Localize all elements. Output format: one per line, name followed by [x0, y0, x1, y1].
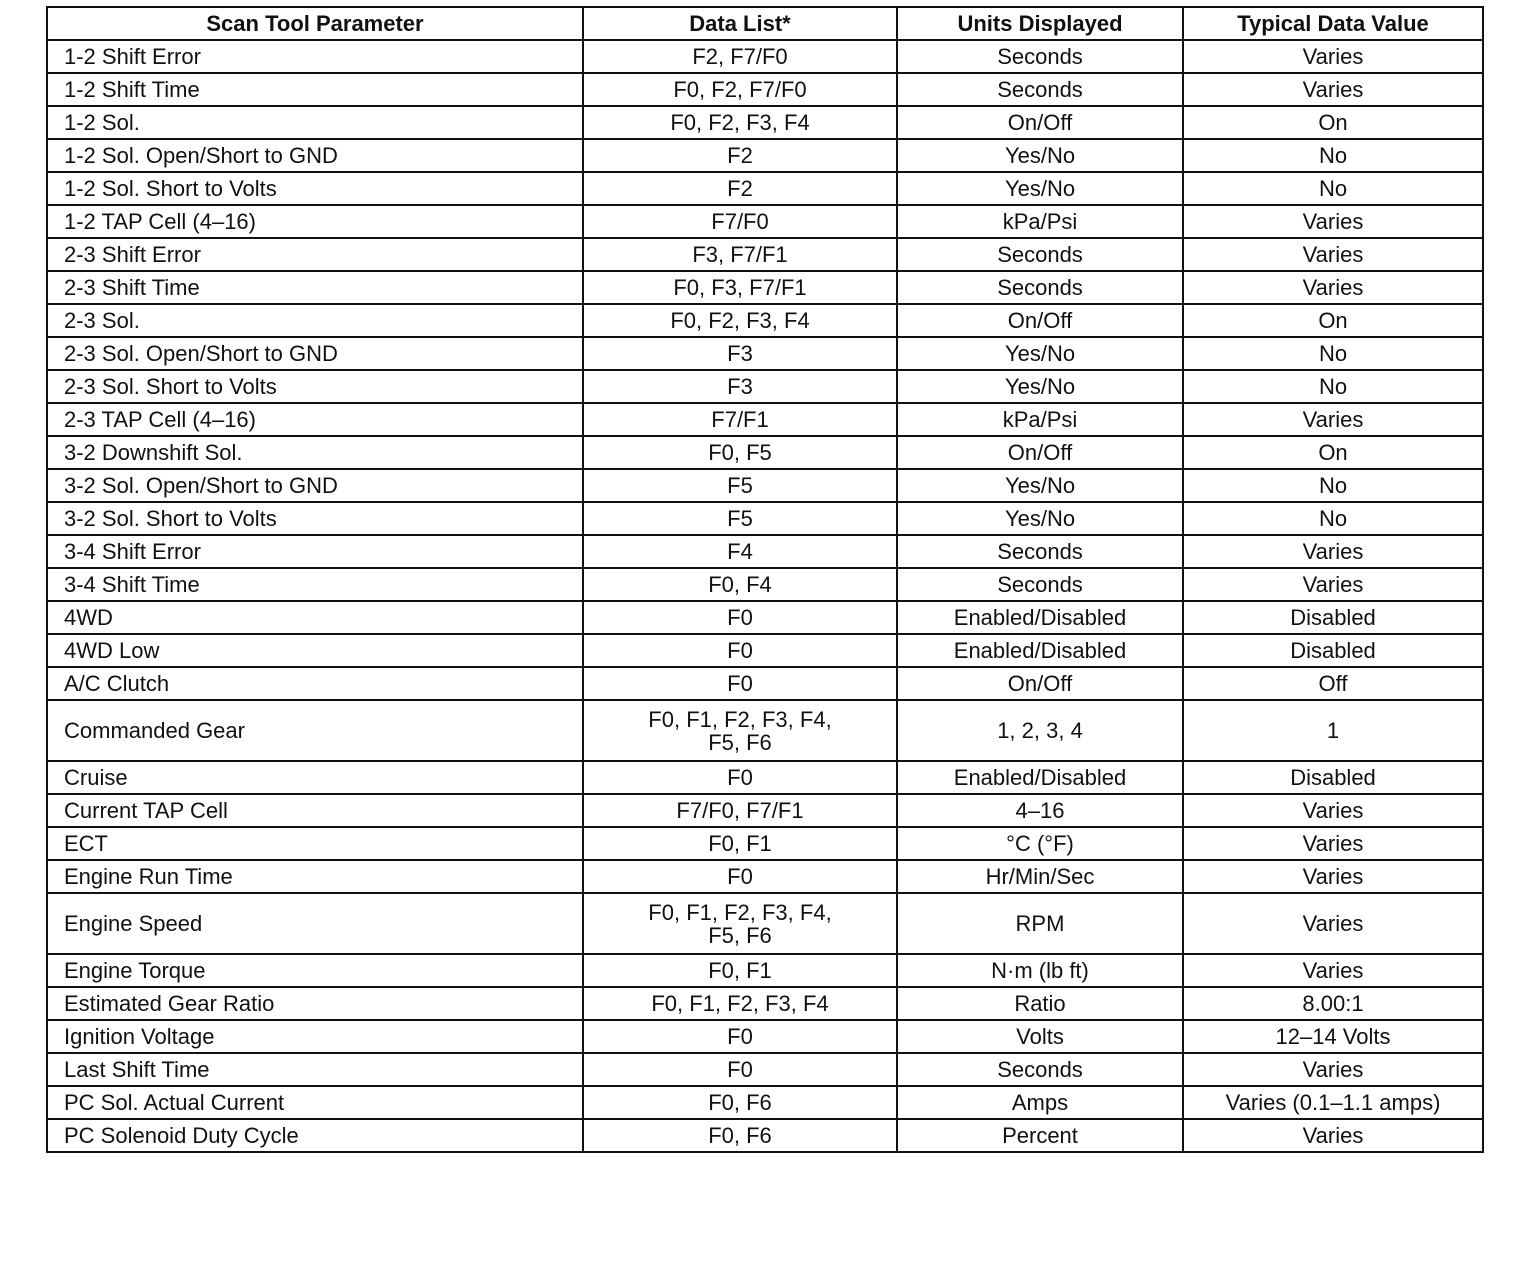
typical-value-cell: 8.00:1 [1183, 987, 1483, 1020]
parameter-cell: Commanded Gear [47, 700, 583, 761]
typical-value-cell: No [1183, 172, 1483, 205]
data-list-cell [583, 1020, 897, 1053]
typical-value-cell: 1 [1183, 700, 1483, 761]
data-list-line: F0, F1, F2, F3, F4 [651, 991, 829, 1016]
data-list-cell [583, 502, 897, 535]
data-list-cell [583, 827, 897, 860]
units-cell: Seconds [897, 271, 1183, 304]
units-cell: Seconds [897, 238, 1183, 271]
data-list-cell [583, 238, 897, 271]
header-scan-tool-parameter: Scan Tool Parameter [47, 7, 583, 40]
units-cell: Hr/Min/Sec [897, 860, 1183, 893]
data-list-line: F0, F1, F2, F3, F4, [648, 706, 832, 732]
data-list-line: F7/F0, F7/F1 [676, 798, 804, 823]
typical-value-cell: No [1183, 502, 1483, 535]
table-row [47, 436, 1483, 469]
units-cell: Yes/No [897, 469, 1183, 502]
typical-value-cell: No [1183, 469, 1483, 502]
data-list-cell [583, 40, 897, 73]
parameter-cell: 1-2 Sol. Open/Short to GND [47, 139, 583, 172]
units-cell: Yes/No [897, 370, 1183, 403]
header-typical-data-value: Typical Data Value [1183, 7, 1483, 40]
data-list-line: F0, F1 [708, 958, 772, 983]
units-cell: Enabled/Disabled [897, 634, 1183, 667]
table-row [47, 271, 1483, 304]
typical-value-cell: Off [1183, 667, 1483, 700]
parameter-cell: 1-2 Shift Time [47, 73, 583, 106]
scan-tool-parameter-table [46, 6, 1484, 1153]
typical-value-cell: On [1183, 436, 1483, 469]
units-cell: Ratio [897, 987, 1183, 1020]
data-list-cell [583, 1053, 897, 1086]
typical-value-cell: Varies [1183, 893, 1483, 954]
table-row [47, 601, 1483, 634]
units-cell: RPM [897, 893, 1183, 954]
data-list-cell [583, 535, 897, 568]
parameter-cell: 3-2 Sol. Short to Volts [47, 502, 583, 535]
units-cell: kPa/Psi [897, 403, 1183, 436]
units-cell: Seconds [897, 40, 1183, 73]
units-cell: Seconds [897, 73, 1183, 106]
data-list-line: F0, F3, F7/F1 [673, 275, 807, 300]
parameter-cell: ECT [47, 827, 583, 860]
table-row [47, 634, 1483, 667]
table-row [47, 700, 1483, 761]
units-cell: Yes/No [897, 502, 1183, 535]
data-list-line: F5 [727, 506, 753, 531]
data-list-cell [583, 139, 897, 172]
units-cell: On/Off [897, 436, 1183, 469]
data-list-line: F0, F6 [708, 1090, 772, 1115]
data-list-line: F0, F2, F3, F4 [670, 110, 810, 135]
table-row [47, 987, 1483, 1020]
parameter-cell: Cruise [47, 761, 583, 794]
table-row [47, 1086, 1483, 1119]
table-row [47, 469, 1483, 502]
typical-value-cell: Varies [1183, 860, 1483, 893]
data-list-line: F5, F6 [708, 922, 772, 948]
units-cell: Yes/No [897, 337, 1183, 370]
parameter-cell: PC Solenoid Duty Cycle [47, 1119, 583, 1152]
parameter-cell: 2-3 TAP Cell (4–16) [47, 403, 583, 436]
units-cell: Enabled/Disabled [897, 761, 1183, 794]
table-row [47, 827, 1483, 860]
data-list-cell [583, 954, 897, 987]
units-cell: Percent [897, 1119, 1183, 1152]
table-row [47, 238, 1483, 271]
units-cell: 4–16 [897, 794, 1183, 827]
data-list-cell [583, 761, 897, 794]
data-list-line: F3 [727, 374, 753, 399]
data-list-line: F3, F7/F1 [692, 242, 788, 267]
data-list-cell [583, 987, 897, 1020]
data-list-line: F7/F0 [711, 209, 769, 234]
units-cell: On/Off [897, 106, 1183, 139]
data-list-cell [583, 568, 897, 601]
data-list-cell [583, 205, 897, 238]
typical-value-cell: Disabled [1183, 634, 1483, 667]
data-list-line: F2 [727, 176, 753, 201]
table-row [47, 172, 1483, 205]
units-cell: °C (°F) [897, 827, 1183, 860]
data-list-line: F0, F2, F7/F0 [673, 77, 807, 102]
parameter-cell: Current TAP Cell [47, 794, 583, 827]
data-list-line: F5 [727, 473, 753, 498]
table-row [47, 794, 1483, 827]
parameter-cell: 1-2 Sol. Short to Volts [47, 172, 583, 205]
units-cell: On/Off [897, 304, 1183, 337]
typical-value-cell: Varies [1183, 535, 1483, 568]
table-body [47, 40, 1483, 1152]
table-row [47, 860, 1483, 893]
data-list-line: F0, F6 [708, 1123, 772, 1148]
typical-value-cell: Varies [1183, 271, 1483, 304]
table-row [47, 1053, 1483, 1086]
parameter-cell: Last Shift Time [47, 1053, 583, 1086]
data-list-line: F0 [727, 1024, 753, 1049]
parameter-cell: 2-3 Sol. Open/Short to GND [47, 337, 583, 370]
parameter-cell: Engine Run Time [47, 860, 583, 893]
data-list-line: F0, F1, F2, F3, F4, [648, 899, 832, 925]
data-list-cell [583, 700, 897, 761]
parameter-cell: 2-3 Sol. [47, 304, 583, 337]
table-row [47, 893, 1483, 954]
units-cell: Volts [897, 1020, 1183, 1053]
parameter-cell: 4WD Low [47, 634, 583, 667]
units-cell: Yes/No [897, 172, 1183, 205]
data-list-line: F0, F5 [708, 440, 772, 465]
typical-value-cell: On [1183, 106, 1483, 139]
typical-value-cell: Disabled [1183, 601, 1483, 634]
units-cell: kPa/Psi [897, 205, 1183, 238]
table-row [47, 40, 1483, 73]
data-list-cell [583, 1119, 897, 1152]
typical-value-cell: Varies [1183, 1053, 1483, 1086]
parameter-cell: 3-4 Shift Error [47, 535, 583, 568]
table-row [47, 502, 1483, 535]
parameter-cell: 2-3 Shift Time [47, 271, 583, 304]
data-list-cell [583, 634, 897, 667]
data-list-line: F0 [727, 605, 753, 630]
data-list-cell [583, 337, 897, 370]
units-cell: Seconds [897, 1053, 1183, 1086]
data-list-line: F0 [727, 864, 753, 889]
parameter-cell: 1-2 Shift Error [47, 40, 583, 73]
data-list-cell [583, 893, 897, 954]
data-list-cell [583, 73, 897, 106]
typical-value-cell: Varies [1183, 40, 1483, 73]
data-list-line: F3 [727, 341, 753, 366]
typical-value-cell: Varies [1183, 205, 1483, 238]
table-row [47, 106, 1483, 139]
typical-value-cell: Varies [1183, 794, 1483, 827]
data-list-cell [583, 1086, 897, 1119]
typical-value-cell: Varies [1183, 238, 1483, 271]
data-list-cell [583, 601, 897, 634]
parameter-cell: Engine Speed [47, 893, 583, 954]
data-list-line: F2, F7/F0 [692, 44, 788, 69]
table-row [47, 304, 1483, 337]
data-list-line: F0, F1 [708, 831, 772, 856]
table-row [47, 337, 1483, 370]
data-list-line: F0, F2, F3, F4 [670, 308, 810, 333]
data-list-cell [583, 794, 897, 827]
typical-value-cell: Varies [1183, 1119, 1483, 1152]
parameter-cell: 2-3 Sol. Short to Volts [47, 370, 583, 403]
table-row [47, 568, 1483, 601]
table-row [47, 954, 1483, 987]
parameter-cell: Ignition Voltage [47, 1020, 583, 1053]
typical-value-cell: Varies [1183, 954, 1483, 987]
table-row [47, 535, 1483, 568]
table-row [47, 139, 1483, 172]
data-list-cell [583, 436, 897, 469]
parameter-cell: Engine Torque [47, 954, 583, 987]
data-list-line: F0 [727, 1057, 753, 1082]
units-cell: On/Off [897, 667, 1183, 700]
typical-value-cell: Varies [1183, 73, 1483, 106]
table-row [47, 370, 1483, 403]
table-row [47, 403, 1483, 436]
typical-value-cell: No [1183, 370, 1483, 403]
typical-value-cell: Varies [1183, 403, 1483, 436]
data-list-line: F0 [727, 765, 753, 790]
typical-value-cell: 12–14 Volts [1183, 1020, 1483, 1053]
data-list-cell [583, 370, 897, 403]
units-cell: Seconds [897, 568, 1183, 601]
units-cell: 1, 2, 3, 4 [897, 700, 1183, 761]
parameter-cell: 3-2 Sol. Open/Short to GND [47, 469, 583, 502]
data-list-cell [583, 304, 897, 337]
data-list-line: F2 [727, 143, 753, 168]
header-data-list: Data List* [583, 7, 897, 40]
units-cell: Seconds [897, 535, 1183, 568]
data-list-line: F7/F1 [711, 407, 769, 432]
table-header-row [47, 7, 1483, 40]
data-list-cell [583, 106, 897, 139]
parameter-cell: PC Sol. Actual Current [47, 1086, 583, 1119]
typical-value-cell: No [1183, 337, 1483, 370]
data-list-cell [583, 403, 897, 436]
units-cell: N·m (lb ft) [897, 954, 1183, 987]
typical-value-cell: Varies (0.1–1.1 amps) [1183, 1086, 1483, 1119]
units-cell: Amps [897, 1086, 1183, 1119]
header-units-displayed: Units Displayed [897, 7, 1183, 40]
table-row [47, 205, 1483, 238]
data-list-line: F4 [727, 539, 753, 564]
parameter-cell: 2-3 Shift Error [47, 238, 583, 271]
data-list-cell [583, 667, 897, 700]
parameter-cell: Estimated Gear Ratio [47, 987, 583, 1020]
typical-value-cell: Disabled [1183, 761, 1483, 794]
table-row [47, 73, 1483, 106]
typical-value-cell: On [1183, 304, 1483, 337]
data-list-line: F0 [727, 638, 753, 663]
data-list-line: F5, F6 [708, 729, 772, 755]
typical-value-cell: Varies [1183, 568, 1483, 601]
parameter-cell: 1-2 Sol. [47, 106, 583, 139]
data-list-cell [583, 172, 897, 205]
data-list-cell [583, 469, 897, 502]
parameter-cell: 4WD [47, 601, 583, 634]
data-list-cell [583, 271, 897, 304]
table-row [47, 1020, 1483, 1053]
table-row [47, 1119, 1483, 1152]
units-cell: Enabled/Disabled [897, 601, 1183, 634]
table-row [47, 667, 1483, 700]
typical-value-cell: No [1183, 139, 1483, 172]
typical-value-cell: Varies [1183, 827, 1483, 860]
units-cell: Yes/No [897, 139, 1183, 172]
data-list-line: F0 [727, 671, 753, 696]
parameter-cell: 3-2 Downshift Sol. [47, 436, 583, 469]
parameter-cell: 3-4 Shift Time [47, 568, 583, 601]
parameter-cell: A/C Clutch [47, 667, 583, 700]
parameter-cell: 1-2 TAP Cell (4–16) [47, 205, 583, 238]
data-list-line: F0, F4 [708, 572, 772, 597]
data-list-cell [583, 860, 897, 893]
table-row [47, 761, 1483, 794]
